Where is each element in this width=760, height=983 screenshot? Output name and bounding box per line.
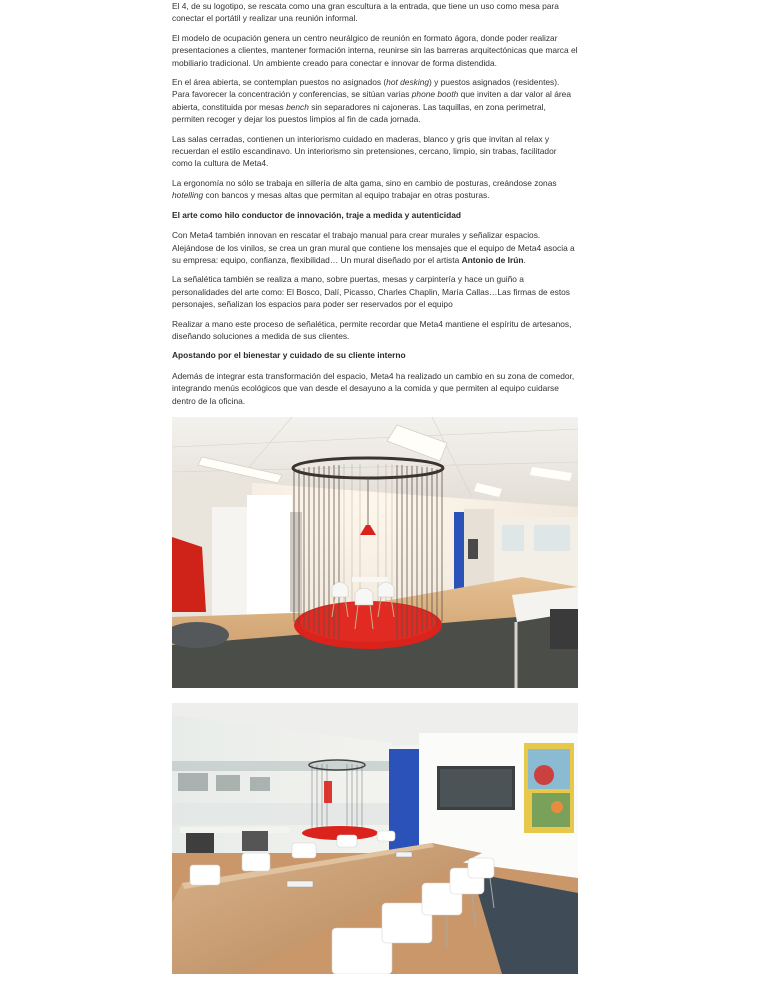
office-photo-meeting-pod [172,417,578,688]
text-run: La ergonomía no sólo se trabaja en sillería de alta gama, sino en cambio de posturas, creándose zonas [172,177,557,188]
text-run: ) y puestos asignados (residentes). Para favorecer la concentración y conferencias, se sitúan varias [172,77,560,100]
text-run: sin separadores ni cajoneras. Las taquillas, en zona perimetral, permiten recoger y dejar los puestos limpios al fin de cada jornada. [172,101,546,125]
section-heading: El arte como hilo conductor de innovación, traje a medida y autenticidad [172,209,461,220]
italic-term: phone booth [411,89,459,100]
article-paragraph [172,76,578,126]
artist-name: Antonio de Irún [461,254,524,265]
article-paragraph [172,229,578,266]
article-paragraph [172,177,578,202]
text-run: que inviten a dar valor al área abierta, constituida por mesas [172,89,571,112]
article-paragraph: Las salas cerradas, contienen un interiorismo cuidado en maderas, blanco y gris que invitan al relax y recuerdan el estilo escandinavo. Un interiorismo sin pretensiones, cercano, limpio, sin trabas, facilitador como la cultura de Meta4. [172,133,557,169]
italic-term: hotelling [172,190,204,201]
text-run: En el área abierta, se contemplan puestos no asignados ( [172,77,387,88]
section-heading: Apostando por el bienestar y cuidado de su cliente interno [172,350,406,361]
article-paragraph: La señalética también se realiza a mano, sobre puertas, mesas y carpintería y hace un guiño a personalidades del arte como: El Bosco, Dalí, Picasso, Charles Chaplin, María Callas…Las firmas de estos personajes, señalizan los espacios para poder ser reservados por el equipo [172,274,570,310]
text-run: . [523,254,526,265]
boardroom-illustration [172,703,578,974]
italic-term: hot desking [386,77,430,88]
article-paragraph: El modelo de ocupación genera un centro neurálgico de reunión en formato ágora, donde poder realizar presentaciones a clientes, mantener formación interna, reunirse sin las barreras arquitectónicas que marca el mobiliario tradicional. Un ambiente creado para conectar e innovar de forma distendida. [172,32,578,68]
office-photo-boardroom [172,703,578,974]
meeting-pod-illustration [172,417,578,688]
article-body [172,0,578,414]
article-paragraph: Realizar a mano este proceso de señalética, permite recordar que Meta4 mantiene el espíritu de artesanos, diseñando soluciones a medida de sus clientes. [172,318,572,341]
article-paragraph: Además de integrar esta transformación del espacio, Meta4 ha realizado un cambio en su zona de comedor, integrando menús ecológicos que van desde el desayuno a la comida y que permiten al equipo cuidarse dentro de la oficina. [172,370,575,406]
text-run: Con Meta4 también innovan en rescatar el trabajo manual para crear murales y señalizar espacios. Alejándose de los vinilos, se crea un gran mural que contiene los mensajes que el equipo de Meta4 asocia a su empresa: equipo, confianza, flexibilidad… Un mural diseñado por el artista [172,230,575,265]
text-run: con bancos y mesas altas que permitan al equipo trabajar en otras posturas. [203,190,490,201]
article-paragraph: El 4, de su logotipo, se rescata como una gran escultura a la entrada, que tiene un uso como mesa para conectar el portátil y realizar una reunión informal. [172,1,559,24]
italic-term: bench [286,101,309,112]
